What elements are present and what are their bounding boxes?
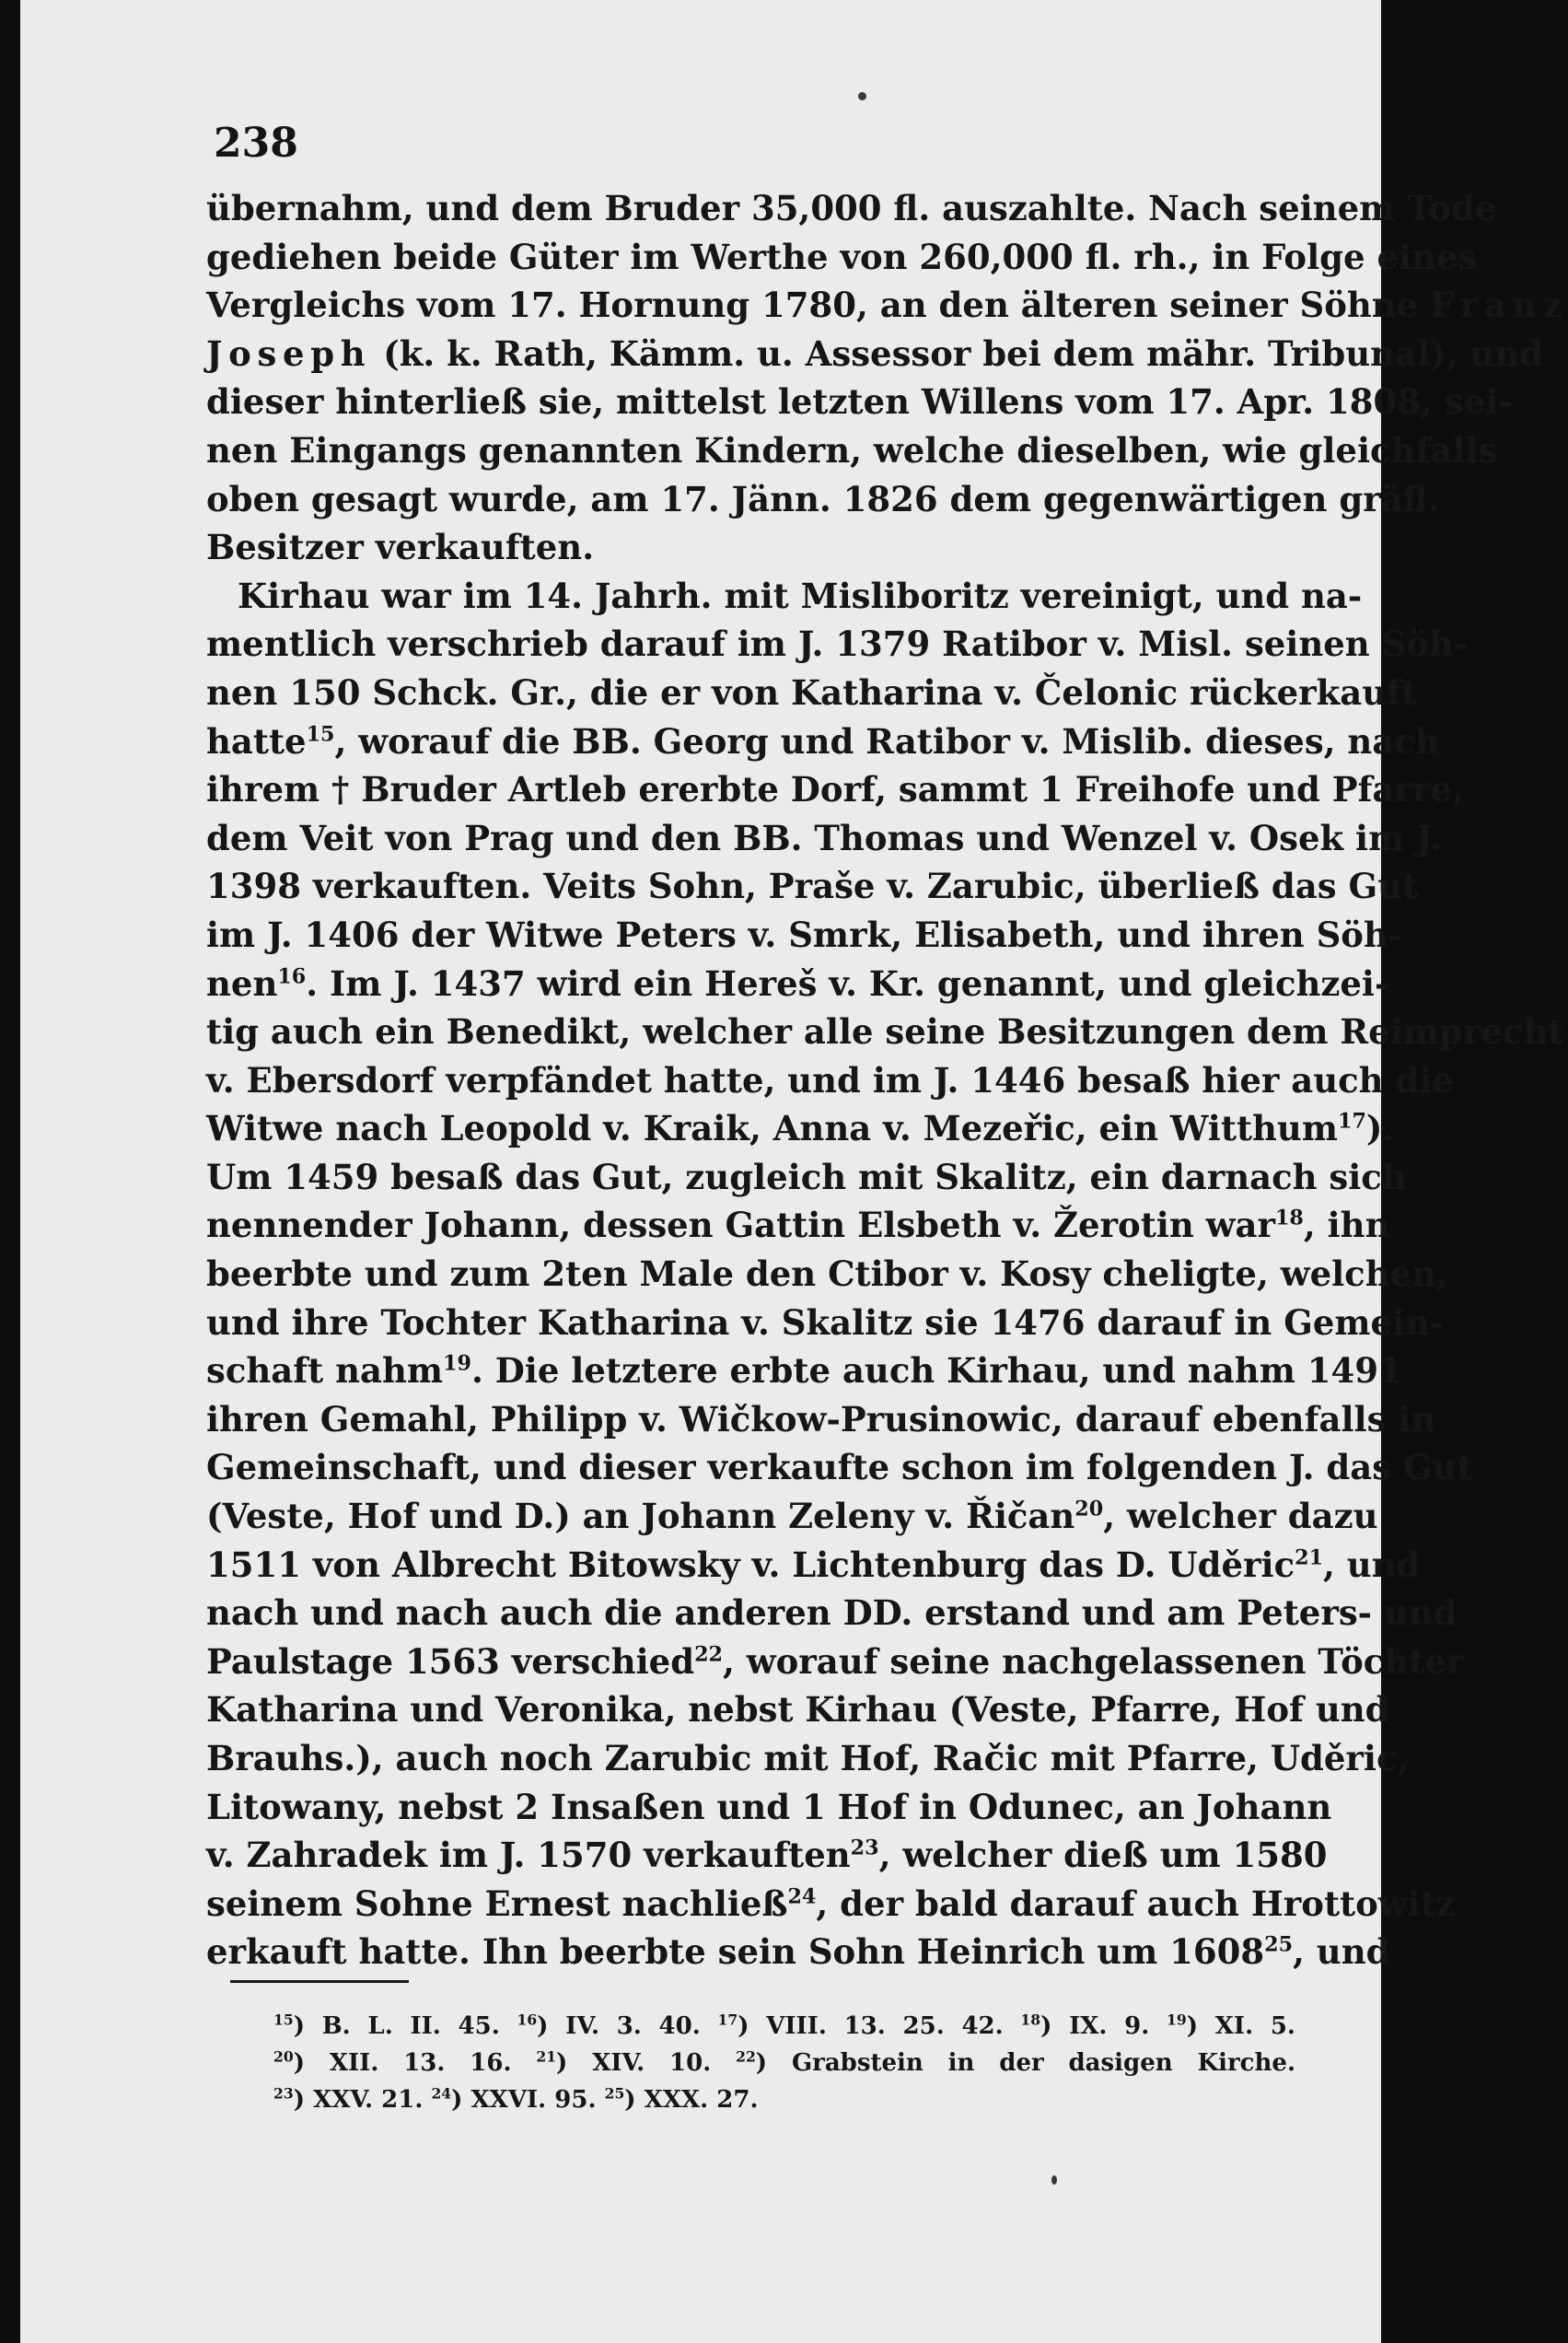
- text-line: nach und nach auch die anderen DD. erstand und am Peters- und: [206, 1592, 1458, 1634]
- page-number: 238: [214, 120, 298, 167]
- print-speck: [1051, 2175, 1057, 2185]
- text-line: beerbte und zum 2ten Male den Ctibor v. Kosy cheligte, welchen,: [206, 1253, 1448, 1295]
- footnote: $^{21}$) XIV. 10.: [536, 2047, 712, 2077]
- text-line: tig auch ein Benedikt, welcher alle seine Besitzungen dem Reimprecht: [206, 1011, 1564, 1053]
- text-line: Litowany, nebst 2 Insaßen und 1 Hof in Odunec, an Johann: [206, 1786, 1332, 1827]
- text-line: dieser hinterließ sie, mittelst letzten Willens vom 17. Apr. 1808, sei-: [206, 381, 1513, 423]
- text-line: hatte$^{15}$, worauf die BB. Georg und Ratibor v. Mislib. dieses, nach: [206, 720, 1440, 762]
- footnote-ref: 15: [306, 722, 335, 747]
- text-line: 1511 von Albrecht Bitowsky v. Lichtenburg das D. Uděric$^{21}$, und: [206, 1544, 1421, 1585]
- footnote-line: [273, 2008, 1295, 2045]
- text-line: nen 150 Schck. Gr., die er von Katharina v. Čelonic rückerkauft: [206, 671, 1418, 713]
- print-speck: [858, 92, 866, 100]
- footnote: $^{16}$) IV. 3. 40.: [517, 2011, 701, 2040]
- footnote: $^{15}$) B. L. II. 45.: [273, 2011, 500, 2040]
- footnote-line: [273, 2081, 1295, 2118]
- text-line: Besitzer verkauften.: [206, 527, 595, 568]
- footnote-ref: 22: [694, 1642, 723, 1667]
- footnote: $^{17}$) VIII. 13. 25. 42.: [717, 2011, 1004, 2040]
- text-line: Um 1459 besaß das Gut, zugleich mit Skalitz, ein darnach sich: [206, 1156, 1407, 1197]
- text-line: nennender Johann, dessen Gattin Elsbeth v. Žerotin war$^{18}$, ihn: [206, 1205, 1390, 1246]
- body-text: [206, 184, 1568, 1976]
- footnote-ref: 18: [1274, 1206, 1304, 1231]
- text-line: und ihre Tochter Katharina v. Skalitz sie 1476 darauf in Gemein-: [206, 1301, 1445, 1343]
- text-line: mentlich verschrieb darauf im J. 1379 Ratibor v. Misl. seinen Söh-: [206, 624, 1469, 665]
- text-line: 1398 verkauften. Veits Sohn, Praše v. Zarubic, überließ das Gut: [206, 866, 1419, 907]
- footnote: $^{23}$) XXV. 21.: [273, 2084, 424, 2114]
- book-page: [20, 0, 1568, 2343]
- text-line: im J. 1406 der Witwe Peters v. Smrk, Elisabeth, und ihren Söh-: [206, 914, 1403, 955]
- footnote-ref: 20: [1074, 1497, 1104, 1521]
- text-line: ihren Gemahl, Philipp v. Wičkow-Prusinowic, darauf ebenfalls in: [206, 1398, 1436, 1440]
- footnote-ref: 19: [443, 1351, 471, 1376]
- text-line: v. Zahradek im J. 1570 verkauften$^{23}$, welcher dieß um 1580: [206, 1835, 1328, 1876]
- text-line: dem Veit von Prag und den BB. Thomas und Wenzel v. Osek im J.: [206, 817, 1442, 858]
- text-line: Joseph (k. k. Rath, Kämm. u. Assessor bei dem mähr. Tribunal), und: [206, 332, 1544, 374]
- footnote: $^{19}$) XI. 5.: [1167, 2011, 1295, 2040]
- footnote-divider: [230, 1980, 409, 1983]
- footnote-ref: 24: [787, 1884, 817, 1909]
- name-joseph: Joseph: [206, 332, 372, 374]
- footnote-line: [273, 2045, 1295, 2081]
- footnote: $^{25}$) XXX. 27.: [604, 2084, 759, 2114]
- text-line: ihrem † Bruder Artleb ererbte Dorf, sammt 1 Freihofe und Pfarre,: [206, 769, 1464, 810]
- text-line: seinem Sohne Ernest nachließ$^{24}$, der bald darauf auch Hrottowitz: [206, 1883, 1456, 1924]
- footnote: $^{20}$) XII. 13. 16.: [273, 2047, 512, 2077]
- footnote-ref: 17: [1338, 1109, 1366, 1134]
- name-franz: Franz: [1430, 285, 1568, 326]
- text-line: oben gesagt wurde, am 17. Jänn. 1826 dem gegenwärtigen gräfl.: [206, 478, 1440, 519]
- text-line: Vergleichs vom 17. Hornung 1780, an den älteren seiner Söhne Franz: [206, 285, 1568, 326]
- footnote: $^{18}$) IX. 9.: [1020, 2011, 1150, 2040]
- footnote: $^{24}$) XXVI. 95.: [431, 2084, 597, 2114]
- text-line: nen Eingangs genannten Kindern, welche dieselben, wie gleichfalls: [206, 429, 1498, 471]
- text-line: gediehen beide Güter im Werthe von 260,000 fl. rh., in Folge eines: [206, 236, 1478, 277]
- footnote-ref: 21: [1295, 1545, 1324, 1570]
- text-line: schaft nahm$^{19}$. Die letztere erbte auch Kirhau, und nahm 1491: [206, 1350, 1402, 1392]
- text-line: v. Ebersdorf verpfändet hatte, und im J. 1446 besaß hier auch die: [206, 1059, 1454, 1101]
- text-line: (Veste, Hof und D.) an Johann Zeleny v. Řičan$^{20}$, welcher dazu: [206, 1496, 1378, 1537]
- text-line: Kirhau war im 14. Jahrh. mit Misliboritz vereinigt, und na-: [238, 575, 1363, 616]
- footnote-ref: 16: [277, 964, 307, 989]
- text-line: Gemeinschaft, und dieser verkaufte schon im folgenden J. das Gut: [206, 1447, 1473, 1488]
- text-line: Paulstage 1563 verschied$^{22}$, worauf seine nachgelassenen Töchter: [206, 1640, 1465, 1682]
- text-line: Katharina und Veronika, nebst Kirhau (Veste, Pfarre, Hof und: [206, 1689, 1389, 1731]
- text-line: Witwe nach Leopold v. Kraik, Anna v. Mezeřic, ein Witthum$^{17}$).: [206, 1108, 1395, 1149]
- text-line: erkauft hatte. Ihn beerbte sein Sohn Heinrich um 1608$^{25}$, und: [206, 1931, 1390, 1973]
- footnote-ref: 23: [850, 1836, 879, 1860]
- text-line: Brauhs.), auch noch Zarubic mit Hof, Račic mit Pfarre, Uděric,: [206, 1738, 1410, 1778]
- text-line: übernahm, und dem Bruder 35,000 fl. auszahlte. Nach seinem Tode: [206, 188, 1497, 228]
- footnotes: [273, 2008, 1295, 2118]
- text-line: nen$^{16}$. Im J. 1437 wird ein Hereš v. Kr. genannt, und gleichzei-: [206, 962, 1389, 1004]
- footnote-ref: 25: [1264, 1933, 1294, 1958]
- footnote: $^{22}$) Grabstein in der dasigen Kirche.: [736, 2047, 1295, 2077]
